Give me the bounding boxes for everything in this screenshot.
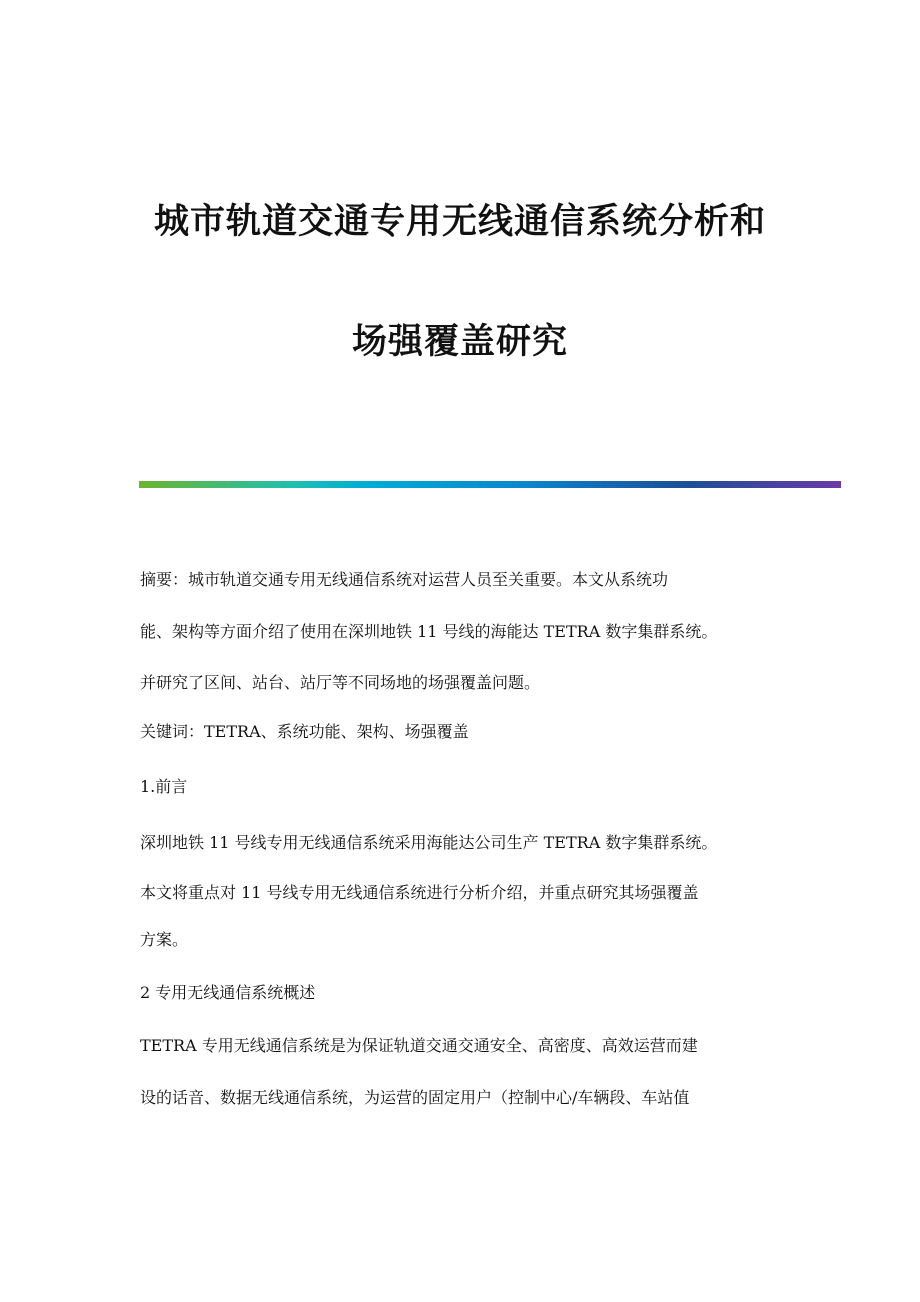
title-divider-gradient	[139, 481, 841, 488]
paragraph-line: 设的话音、数据无线通信系统，为运营的固定用户（控制中心/车辆段、车站值	[140, 1088, 690, 1107]
abstract-line-2: 能、架构等方面介绍了使用在深圳地铁 11 号线的海能达 TETRA 数字集群系统。	[140, 622, 718, 641]
abstract-line-3: 并研究了区间、站台、站厅等不同场地的场强覆盖问题。	[140, 673, 541, 692]
paragraph-line: 本文将重点对 11 号线专用无线通信系统进行分析介绍，并重点研究其场强覆盖	[140, 883, 699, 902]
paragraph-line: TETRA 专用无线通信系统是为保证轨道交通交通安全、高密度、高效运营而建	[140, 1036, 698, 1055]
keywords: 关键词：TETRA、系统功能、架构、场强覆盖	[140, 722, 469, 741]
paragraph-line: 方案。	[140, 930, 189, 949]
section-heading-1: 1.前言	[140, 777, 188, 796]
abstract-line-1: 摘要：城市轨道交通专用无线通信系统对运营人员至关重要。本文从系统功	[140, 570, 669, 589]
section-heading-2: 2 专用无线通信系统概述	[140, 983, 316, 1002]
document-title-line-1: 城市轨道交通专用无线通信系统分析和	[153, 202, 766, 242]
document-title-line-2: 场强覆盖研究	[351, 322, 568, 362]
paragraph-line: 深圳地铁 11 号线专用无线通信系统采用海能达公司生产 TETRA 数字集群系统。	[140, 833, 718, 852]
